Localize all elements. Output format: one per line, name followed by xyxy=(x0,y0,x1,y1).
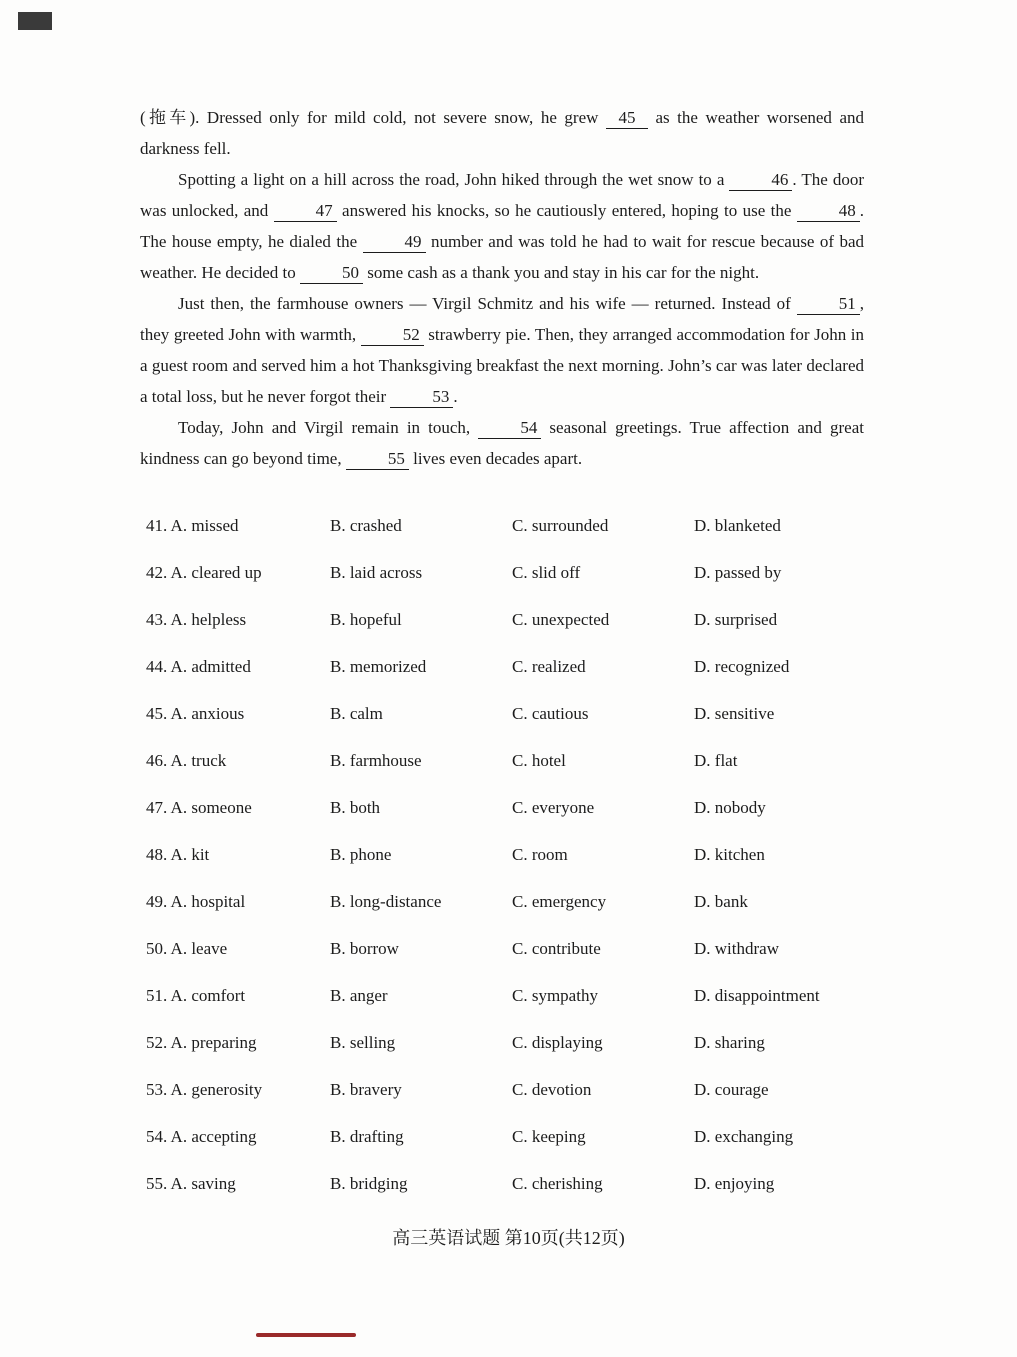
option-b: B. memorized xyxy=(330,657,427,676)
question-43 xyxy=(146,605,866,652)
option-c: C. room xyxy=(512,845,568,864)
question-41 xyxy=(146,511,866,558)
option-b: B. farmhouse xyxy=(330,751,422,770)
option-a: 41. A. missed xyxy=(146,516,239,535)
option-c: C. emergency xyxy=(512,892,607,911)
option-c: C. realized xyxy=(512,657,586,676)
option-a: 55. A. saving xyxy=(146,1174,236,1193)
scan-bottom-mark xyxy=(256,1333,356,1337)
option-a: 54. A. accepting xyxy=(146,1127,257,1146)
option-a: 49. A. hospital xyxy=(146,892,246,911)
passage-text: as the weather worsened and darkness fell. xyxy=(140,108,864,158)
option-b: B. borrow xyxy=(330,939,399,958)
question-46 xyxy=(146,746,866,793)
question-52 xyxy=(146,1028,866,1075)
question-42 xyxy=(146,558,866,605)
option-a: 42. A. cleared up xyxy=(146,563,262,582)
option-b: B. bridging xyxy=(330,1174,408,1193)
blank-53: 53 xyxy=(390,387,453,408)
option-a: 47. A. someone xyxy=(146,798,252,817)
page-footer: 高三英语试题 第10页(共12页) xyxy=(392,1228,625,1248)
option-d: D. bank xyxy=(694,892,748,911)
option-d: D. courage xyxy=(694,1080,769,1099)
blank-45: 45 xyxy=(606,108,648,129)
option-d: D. blanketed xyxy=(694,516,781,535)
passage-text: some cash as a thank you and stay in his car for the night. xyxy=(363,263,760,282)
option-d: D. exchanging xyxy=(694,1127,794,1146)
blank-48: 48 xyxy=(797,201,860,222)
option-d: D. enjoying xyxy=(694,1174,775,1193)
option-b: B. bravery xyxy=(330,1080,402,1099)
question-48 xyxy=(146,840,866,887)
question-49 xyxy=(146,887,866,934)
question-45 xyxy=(146,699,866,746)
option-d: D. surprised xyxy=(694,610,778,629)
option-b: B. drafting xyxy=(330,1127,404,1146)
option-d: D. sensitive xyxy=(694,704,775,723)
passage-text: number and was told he had to wait for rescue because of bad weather. He decided to xyxy=(140,232,864,282)
option-d: D. withdraw xyxy=(694,939,779,958)
paragraph-1 xyxy=(140,102,864,164)
option-b: B. calm xyxy=(330,704,383,723)
option-a: 44. A. admitted xyxy=(146,657,251,676)
question-47 xyxy=(146,793,866,840)
option-b: B. anger xyxy=(330,986,388,1005)
option-b: B. laid across xyxy=(330,563,423,582)
option-c: C. surrounded xyxy=(512,516,609,535)
question-54 xyxy=(146,1122,866,1169)
option-d: D. passed by xyxy=(694,563,782,582)
passage-text: Spotting a light on a hill across the road, John hiked through the wet snow to a xyxy=(178,170,730,189)
passage-text: seasonal greetings. True affection and great kindness can go beyond time, xyxy=(140,418,864,468)
blank-47: 47 xyxy=(274,201,337,222)
option-a: 52. A. preparing xyxy=(146,1033,257,1052)
scan-corner-mark xyxy=(18,12,52,30)
option-c: C. contribute xyxy=(512,939,601,958)
option-a: 46. A. truck xyxy=(146,751,227,770)
paragraph-3 xyxy=(140,288,864,412)
answer-options xyxy=(146,511,866,1216)
option-b: B. phone xyxy=(330,845,392,864)
option-c: C. slid off xyxy=(512,563,581,582)
passage-text: lives even decades apart. xyxy=(408,449,583,468)
option-c: C. keeping xyxy=(512,1127,586,1146)
cloze-passage xyxy=(140,102,864,474)
passage-text: (拖车). Dressed only for mild cold, not severe snow, he grew xyxy=(140,108,606,127)
option-d: D. disappointment xyxy=(694,986,820,1005)
option-a: 43. A. helpless xyxy=(146,610,247,629)
option-c: C. devotion xyxy=(512,1080,592,1099)
blank-51: 51 xyxy=(797,294,860,315)
option-c: C. everyone xyxy=(512,798,595,817)
passage-text: Today, John and Virgil remain in touch, xyxy=(178,418,479,437)
option-c: C. sympathy xyxy=(512,986,598,1005)
option-a: 50. A. leave xyxy=(146,939,228,958)
passage-text: . The house empty, he dialed the xyxy=(140,201,864,251)
blank-55: 55 xyxy=(346,449,409,470)
option-b: B. both xyxy=(330,798,381,817)
passage-text: Just then, the farmhouse owners — Virgil Schmitz and his wife — returned. Instead of xyxy=(178,294,797,313)
option-a: 48. A. kit xyxy=(146,845,210,864)
paragraph-2 xyxy=(140,164,864,288)
passage-text: . The door was unlocked, and xyxy=(140,170,864,220)
question-51 xyxy=(146,981,866,1028)
blank-52: 52 xyxy=(361,325,424,346)
option-d: D. kitchen xyxy=(694,845,765,864)
paragraph-4 xyxy=(140,412,864,474)
blank-49: 49 xyxy=(363,232,426,253)
option-d: D. flat xyxy=(694,751,738,770)
option-d: D. sharing xyxy=(694,1033,765,1052)
passage-text: answered his knocks, so he cautiously entered, hoping to use the xyxy=(336,201,797,220)
option-c: C. hotel xyxy=(512,751,566,770)
option-b: B. selling xyxy=(330,1033,396,1052)
option-d: D. recognized xyxy=(694,657,790,676)
option-c: C. cautious xyxy=(512,704,589,723)
blank-46: 46 xyxy=(729,170,792,191)
question-44 xyxy=(146,652,866,699)
blank-54: 54 xyxy=(478,418,541,439)
option-a: 51. A. comfort xyxy=(146,986,246,1005)
blank-50: 50 xyxy=(300,263,363,284)
question-55 xyxy=(146,1169,866,1216)
option-b: B. crashed xyxy=(330,516,402,535)
option-c: C. unexpected xyxy=(512,610,610,629)
option-b: B. long-distance xyxy=(330,892,442,911)
passage-text: , they greeted John with warmth, xyxy=(140,294,864,344)
option-c: C. cherishing xyxy=(512,1174,603,1193)
option-d: D. nobody xyxy=(694,798,766,817)
question-53 xyxy=(146,1075,866,1122)
option-b: B. hopeful xyxy=(330,610,402,629)
question-50 xyxy=(146,934,866,981)
option-c: C. displaying xyxy=(512,1033,603,1052)
option-a: 45. A. anxious xyxy=(146,704,245,723)
passage-text: strawberry pie. Then, they arranged accommodation for John in a guest room and served him a hot Thanksgiving breakfast the next morning. John’s car was later declared a total loss, but he never forgot their xyxy=(140,325,864,406)
option-a: 53. A. generosity xyxy=(146,1080,263,1099)
passage-text: . xyxy=(453,387,458,406)
